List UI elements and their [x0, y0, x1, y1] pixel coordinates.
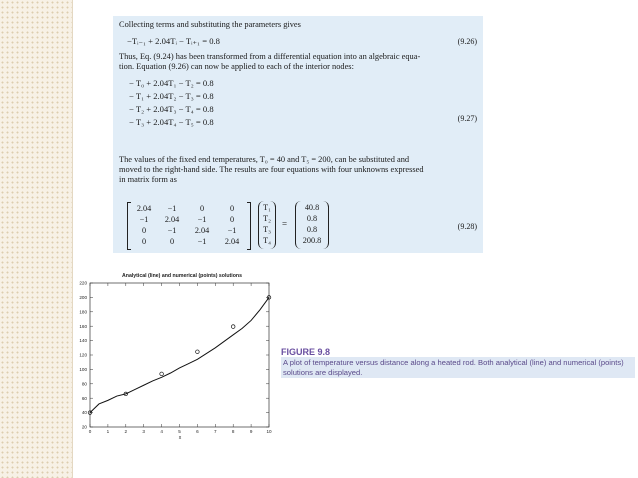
- equation-number-9-27: (9.27): [457, 114, 477, 123]
- matrix-cell: 0: [199, 204, 205, 213]
- vector-cell: 0.8: [306, 225, 318, 234]
- matrix-cell: 2.04: [194, 226, 210, 235]
- vector-cell: T₄: [263, 236, 271, 245]
- x-tick-labels: [89, 429, 272, 434]
- x-tick-label: 1: [106, 429, 110, 434]
- temperature-chart: [70, 268, 280, 443]
- y-tick-label: 100: [79, 367, 87, 372]
- matrix-cell: −1: [167, 204, 177, 213]
- matrix-cell: −1: [227, 226, 237, 235]
- rhs-vector: [295, 201, 329, 249]
- system-equation-4: − T₃ + 2.04T₄ − T₅ = 0.8: [129, 117, 214, 127]
- plot-frame: [90, 283, 269, 427]
- matrix-cell: 2.04: [136, 204, 152, 213]
- y-tick-label: 20: [81, 424, 87, 430]
- equation-9-26: −Tᵢ₋₁ + 2.04Tᵢ − Tᵢ₊₁ = 0.8: [127, 36, 220, 46]
- analytical-line: [90, 297, 269, 412]
- unknown-vector: [258, 201, 276, 249]
- data-point: [196, 350, 200, 354]
- data-point: [231, 325, 235, 329]
- system-equation-1: − T₀ + 2.04T₁ − T₂ = 0.8: [129, 78, 214, 88]
- x-tick-label: 5: [178, 429, 181, 434]
- vector-cell: T₂: [263, 214, 271, 223]
- x-tick-label: 9: [249, 429, 253, 434]
- y-tick-label: 180: [79, 309, 87, 315]
- y-tick-label: 140: [79, 338, 87, 344]
- vector-cell: 40.8: [304, 203, 320, 212]
- x-tick-label: 6: [196, 429, 199, 434]
- x-tick-label: 7: [214, 429, 217, 434]
- equation-number-9-26: (9.26): [457, 37, 477, 46]
- matrix-cell: −1: [197, 215, 207, 224]
- y-tick-label: 40: [81, 410, 87, 416]
- paragraph-line: Thus, Eq. (9.24) has been transformed from a differential equation into an algebraic equa-: [119, 52, 421, 61]
- y-tick-label: 80: [81, 381, 87, 387]
- matrix-cell: 2.04: [224, 237, 240, 246]
- vector-cell: 200.8: [302, 236, 322, 245]
- intro-text: Collecting terms and substituting the parameters gives: [119, 20, 301, 29]
- equation-number-9-28: (9.28): [457, 222, 477, 231]
- vector-cell: 0.8: [306, 214, 318, 223]
- matrix-cell: 0: [141, 226, 147, 235]
- matrix-cell: −1: [139, 215, 149, 224]
- paragraph-line: tion. Equation (9.26) can now be applied to each of the interior nodes:: [119, 62, 354, 71]
- system-equation-2: − T₁ + 2.04T₂ − T₃ = 0.8: [129, 91, 214, 101]
- figure-label: FIGURE 9.8: [281, 347, 331, 357]
- system-equation-3: − T₂ + 2.04T₃ − T₄ = 0.8: [129, 104, 214, 114]
- y-tick-label: 160: [79, 323, 87, 329]
- x-tick-label: 3: [142, 429, 145, 434]
- matrix-cell: 0: [141, 237, 147, 246]
- x-tick-label: 2: [124, 429, 128, 434]
- textbook-excerpt: [113, 16, 483, 253]
- chart-title: Analytical (line) and numerical (points) solutions: [122, 273, 242, 279]
- matrix-cell: 2.04: [164, 215, 180, 224]
- matrix-cell: 0: [169, 237, 175, 246]
- y-tick-label: 220: [79, 280, 87, 286]
- y-tick-label: 60: [81, 395, 87, 401]
- paragraph-line: moved to the right-hand side. The results are four equations with four unknowns expressed: [119, 165, 424, 174]
- matrix-cell: 0: [229, 215, 235, 224]
- data-point: [160, 372, 164, 376]
- paragraph-line: The values of the fixed end temperatures, T₀ = 40 and T₅ = 200, can be substituted and: [119, 155, 410, 164]
- matrix-cell: −1: [197, 237, 207, 246]
- y-tick-labels: [79, 281, 87, 430]
- y-tick-label: 120: [79, 352, 87, 358]
- chart-axes: [90, 283, 269, 427]
- vector-cell: T₃: [263, 225, 271, 234]
- paragraph-line: in matrix form as: [119, 175, 177, 184]
- x-tick-label: 10: [266, 429, 272, 434]
- matrix-cell: 0: [229, 204, 235, 213]
- figure-caption: A plot of temperature versus distance along a heated rod. Both analytical (line) and numerical (points) solutions are displayed.: [281, 357, 635, 378]
- x-axis-label: x: [178, 435, 182, 441]
- x-tick-label: 8: [231, 429, 235, 434]
- coefficient-matrix: [127, 202, 251, 248]
- matrix-cell: −1: [167, 226, 177, 235]
- x-tick-label: 4: [160, 429, 163, 434]
- decorative-dotted-strip: [0, 0, 73, 478]
- vector-cell: T₁: [263, 203, 271, 212]
- y-tick-label: 200: [79, 295, 87, 300]
- equals-sign: =: [282, 219, 288, 229]
- x-tick-label: 0: [88, 429, 92, 434]
